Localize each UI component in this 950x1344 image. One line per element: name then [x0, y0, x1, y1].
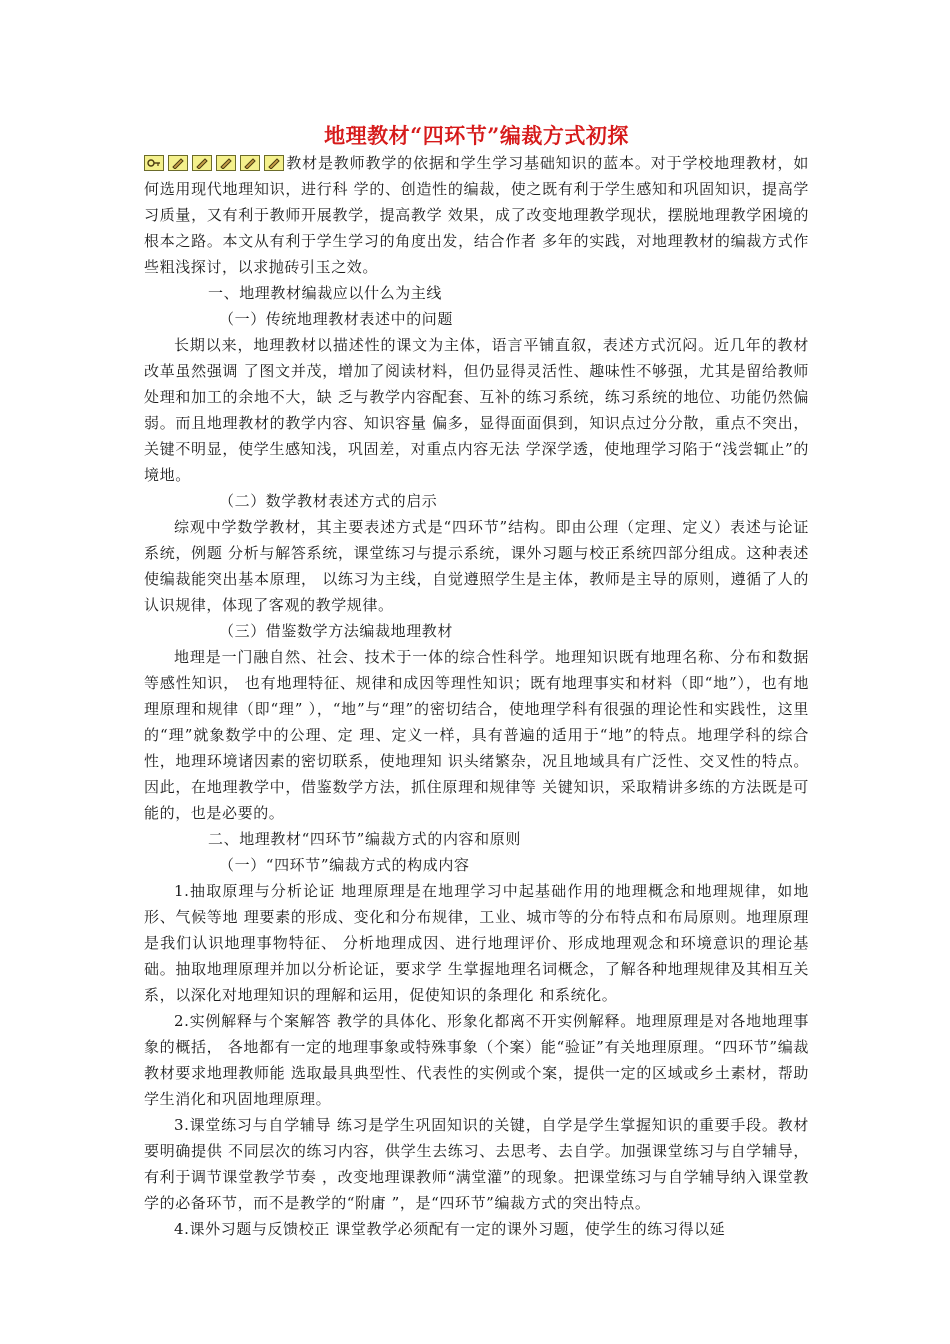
paragraph-7: 4.课外习题与反馈校正 课堂教学必须配有一定的课外习题，使学生的练习得以延	[174, 1220, 726, 1238]
pencil-icon	[216, 155, 236, 171]
toolbar-icon-strip	[144, 155, 284, 171]
subsection-heading-1-2: （二）数学教材表述方式的启示	[219, 492, 438, 510]
subsection-heading-1-3: （三）借鉴数学方法编裁地理教材	[219, 622, 454, 640]
paragraph-6: 3.课堂练习与自学辅导 练习是学生巩固知识的关键，自学是学生掌握知识的重要手段。教材要明确提供 不同层次的练习内容，供学生去练习、去思考、去自学。加强课堂练习与自学辅导，有利于调节课堂教学节奏 ，改变地理课教师“满堂灌”的现象。把课堂练习与自学辅导纳入课堂教学的必备环节，而不是教学的“附庸 ”，是“四环节”编裁方式的突出特点。	[144, 1116, 809, 1212]
document-page	[144, 122, 809, 1242]
subsection-heading-2-1: （一）“四环节”编裁方式的构成内容	[219, 856, 470, 874]
paragraph-5: 2.实例解释与个案解答 教学的具体化、形象化都离不开实例解释。地理原理是对各地地理事象的概括， 各地都有一定的地理事象或特殊事象（个案）能“验证”有关地理原理。“四环节”编裁教材要求地理教师能 选取最具典型性、代表性的实例或个案，提供一定的区域或乡土素材，帮助学生消化和巩固地理原理。	[144, 1012, 809, 1108]
paragraph-3: 地理是一门融自然、社会、技术于一体的综合性科学。地理知识既有地理名称、分布和数据等感性知识， 也有地理特征、规律和成因等理性知识；既有地理事实和材料（即“地”），也有地理原理和规律（即“理” ），“地”与“理”的密切结合，使地理学科有很强的理论性和实践性，这里的“理”就象数学中的公理、定 理、定义一样，具有普遍的适用于“地”的特点。地理学科的综合性，地理环境诸因素的密切联系，使地理知 识头绪繁杂，况且地域具有广泛性、交叉性的特点。因此，在地理教学中，借鉴数学方法，抓住原理和规律等 关键知识，采取精讲多练的方法既是可能的，也是必要的。	[144, 648, 809, 822]
paragraph-4: 1.抽取原理与分析论证 地理原理是在地理学习中起基础作用的地理概念和地理规律，如地形、气候等地 理要素的形成、变化和分布规律，工业、城市等的分布特点和布局原则。地理原理是我们认识地理事物特征、 分析地理成因、进行地理评价、形成地理观念和环境意识的理论基础。抽取地理原理并加以分析论证，要求学 生掌握地理名词概念，了解各种地理规律及其相互关系，以深化对地理知识的理解和运用，促使知识的条理化 和系统化。	[144, 882, 809, 1004]
pencil-icon	[168, 155, 188, 171]
pencil-icon	[192, 155, 212, 171]
pencil-icon	[264, 155, 284, 171]
paragraph-1: 长期以来，地理教材以描述性的课文为主体，语言平铺直叙，表述方式沉闷。近几年的教材改革虽然强调 了图文并茂，增加了阅读材料，但仍显得灵活性、趣味性不够强，尤其是留给教师处理和加工的余地不大，缺 乏与教学内容配套、互补的练习系统，练习系统的地位、功能仍然偏弱。而且地理教材的教学内容、知识容量 偏多，显得面面俱到，知识点过分分散，重点不突出，关键不明显，使学生感知浅，巩固差，对重点内容无法 学深学透，使地理学习陷于“浅尝辄止”的境地。	[144, 336, 809, 484]
subsection-heading-1-1: （一）传统地理教材表述中的问题	[219, 310, 454, 328]
intro-text: 教材是教师教学的依据和学生学习基础知识的蓝本。对于学校地理教材，如何选用现代地理知识，进行科 学的、创造性的编裁，使之既有利于学生感知和巩固知识，提高学习质量，又有利于教师开展教学，提高教学 效果，成了改变地理教学现状，摆脱地理教学困境的根本之路。本文从有利于学生学习的角度出发，结合作者 多年的实践，对地理教材的编裁方式作些粗浅探讨，以求抛砖引玉之效。	[144, 154, 809, 276]
section-heading-1: 一、地理教材编裁应以什么为主线	[208, 284, 443, 302]
key-icon	[144, 155, 164, 171]
paragraph-2: 综观中学数学教材，其主要表述方式是“四环节”结构。即由公理（定理、定义）表述与论证系统，例题 分析与解答系统，课堂练习与提示系统，课外习题与校正系统四部分组成。这种表述使编裁能突出基本原理， 以练习为主线，自觉遵照学生是主体，教师是主导的原则，遵循了人的认识规律，体现了客观的教学规律。	[144, 518, 809, 614]
intro-paragraph	[144, 150, 809, 280]
pencil-icon	[240, 155, 260, 171]
section-heading-2: 二、地理教材“四环节”编裁方式的内容和原则	[208, 830, 521, 848]
document-title: 地理教材“四环节”编裁方式初探	[324, 123, 629, 148]
